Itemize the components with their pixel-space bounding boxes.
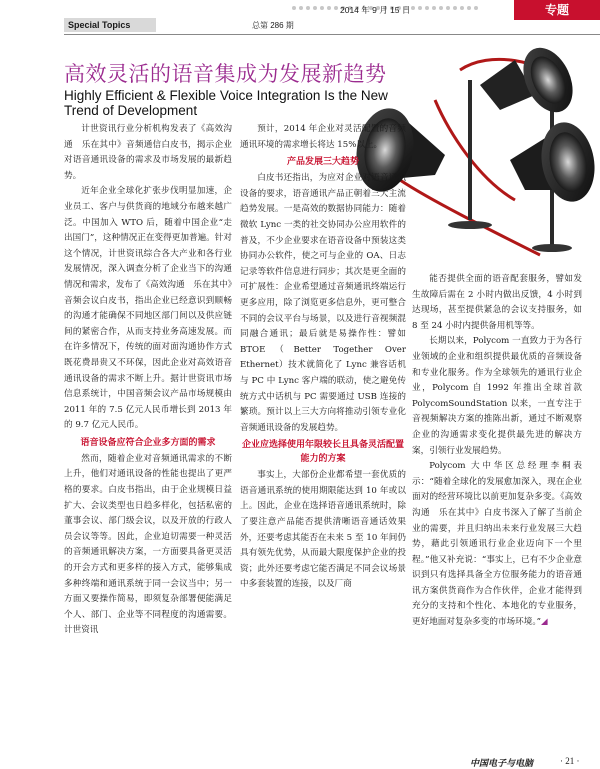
article-title-en: Highly Efficient & Flexible Voice Integration Is the New Trend of Development — [64, 88, 388, 118]
section-heading: 语音设备应符合企业多方面的需求 — [80, 437, 216, 448]
article-column-2 — [240, 122, 406, 593]
page-number: · 21 · — [560, 756, 580, 766]
section-heading: 产品发展三大趋势 — [286, 157, 359, 168]
paragraph: 白皮书还指出，为应对企业对语音通讯设备的要求，语音通讯产品正朝着三大主流趋势发展。一是高效的数据协同能力：随着微软 Lync 一类的社交协同办公应用软件的普及，不少企业要求在语音设备中预装这类协同办公软件，使之可与企业的 OA、日志记录等软件信息进行同步；其次是更全面的可扩展性：企业希望通过音频通讯终端运行更多应用，除了浏览更多信息外，更可整合不同的会议平台与场景，以及进行音视频混同融合通讯；最后就是易操作性：譬如 BTOE（Better Together Over Ethernet）技术就简化了 Lync 兼容话机与 PC 中 Lync 客户端的联动，使之避免传统方式中话机与 PC 需要通过 USB 连接的繁琐。预计以上三大方向将推动引领专业化音频通讯设备的发展趋势。 — [240, 173, 406, 433]
paragraph-text: Polycom 大中华区总经理李桐表示：“随着全球化的发展愈加深入，现在企业面对的经营环境比以前更加复杂多变。《高效沟通 乐在其中》白皮书深入了解了当前企业的需要，并且归纳出未来行业发展三大趋势，藉此引领通讯行业企业迈向下一个里程。”他又补充说：“事实上，已有不少企业意识到只有选择具备全方位服务能力的语音通讯方案供货商作为合作伙伴，企业才能得到充分的支持和个性化、本地化的专业服务，更好地面对复杂多变的市场环境。” — [412, 461, 582, 628]
issue-date: 2014 年 9 月 15 日 — [340, 5, 411, 15]
header-rule — [64, 34, 600, 35]
publication-name: 中国电子与电脑 — [470, 759, 534, 769]
category-tag: Special Topics — [64, 18, 156, 32]
article-title-cn: 高效灵活的语音集成为发展新趋势 — [64, 62, 387, 86]
paragraph: 预计，2014 年企业对灵活配置的音频通讯环境的需求增长将达 15%以上。 — [240, 124, 406, 150]
section-tab: 专题 — [514, 0, 600, 20]
section-heading: 企业应选择使用年限较长且具备灵活配置能力的方案 — [241, 440, 404, 465]
paragraph: 然而，随着企业对音频通讯需求的不断上升，他们对通讯设备的性能也提出了更严格的要求。白皮书指出，由于企业规模日益扩大、会议类型也日趋多样化，包括私密的董事会议、部门级会议，以及开放的行政人员会议等等。因此，企业迫切需要一种灵活的音频通讯解决方案，一方面要具备更灵活的开会方式和更多样的接入方式，能够集成多种终端和通讯系统于同一会议当中；另一方面又要操作简易，即须复杂部署便能满足个人、部门、企业等不同程度的沟通需要。计世资讯 — [64, 453, 232, 636]
article-column-3 — [412, 272, 582, 631]
paragraph: 事实上，大部份企业都希望一套优质的语音通讯系统的使用期限能达到 10 年或以上。因此，企业在选择语音通讯系统时，除了要注意产品能否提供清晰语音通话效果外，还要考虑其能否在未来 5 至 10 年间仍具有领先优势，从而最大限度保护企业的投资；此外还要考虑它能否满足不同会议场景中多套装置的连接，以及厂商 — [240, 470, 406, 590]
paragraph: 近年企业全球化扩张步伐明显加速，企业员工、客户与供货商的地域分布越来越广泛。中国加入 WTO 后，随着中国企业“走出国门”，这种情况正在变得更加普遍。针对这个情况，计世资讯综合各大产业和各行业发展情况，深入调查分析了企业当下的沟通情况和需求，发布了《高效沟通 乐在其中》音频会议白皮书，指出企业已经意识到顺畅的沟通才能确保不同地区部门间以及供应链间的紧密合作，从而支持业务高速发展。而在许多情况下，传统的面对面沟通协作方式既花费昂贵又不环保，因此企业对高效语音通讯设备的需求不断上升。据计世资讯市场信息系统计，中国音频会议产品市场规模由 2011 年的 7.5 亿元人民币增长到 2013 年的 9.7 亿元人民币。 — [64, 186, 232, 431]
paragraph: 计世资讯行业分析机构发表了《高效沟通 乐在其中》音频通信白皮书，揭示企业对语音通讯设备的需求及市场发展的最新趋势。 — [64, 124, 232, 181]
paragraph: 长期以来，Polycom 一直致力于为各行业领域的企业和组织提供最优质的音频设备和专业化服务。作为全球领先的通讯行业企业，Polycom 自 1992 年推出全球首款 PolycomSoundStation 以来，一直专注于音视频解决方案的推陈出新，通过不断观察企业的沟通需求变化提供最先进的解决方案，引领行业发展趋势。 — [412, 336, 582, 456]
paragraph: 能否提供全面的语音配套服务，譬如发生故障后需在 2 小时内做出反馈，4 小时到达现场，甚至提供紧急的会议支持服务，如 8 至 24 小时内提供备用机等等。 — [412, 274, 582, 331]
page-header — [0, 0, 600, 30]
paragraph — [412, 459, 582, 631]
issue-number: 总第 286 期 — [252, 21, 294, 30]
end-mark-icon: ◢ — [541, 617, 548, 628]
article-column-1 — [64, 122, 232, 639]
